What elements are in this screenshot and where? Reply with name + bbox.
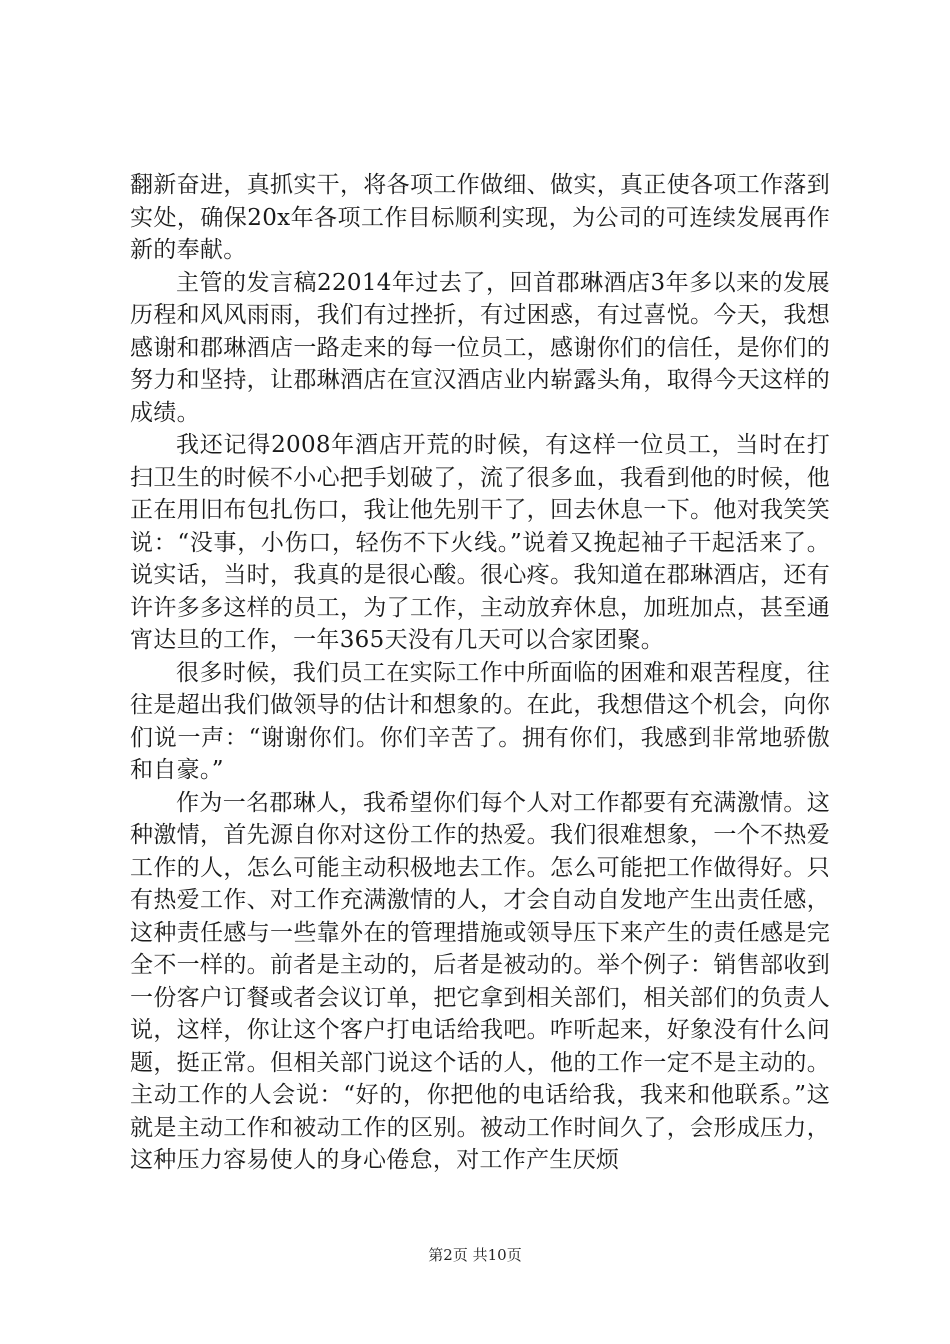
paragraph-continuation: 翻新奋进，真抓实干，将各项工作做细、做实，真正使各项工作落到实处，确保20x年各项工作目标顺利实现，为公司的可连续发展再作新的奉献。 xyxy=(130,172,830,263)
paragraph-2008-memory: 我还记得2008年酒店开荒的时候，有这样一位员工，当时在打扫卫生的时候不小心把手划破了，流了很多血，我看到他的时候，他正在用旧布包扎伤口，我让他先别干了，回去休息一下。他对我笑笑说：“没事，小伤口，轻伤不下火线。”说着又挽起袖子干起活来了。说实话，当时，我真的是很心酸。很心疼。我知道在郡琳酒店，还有许许多多这样的员工，为了工作，主动放弃休息，加班加点，甚至通宵达旦的工作，一年365天没有几天可以合家团聚。 xyxy=(130,432,830,653)
paragraph-speech-intro: 主管的发言稿22014年过去了，回首郡琳酒店3年多以来的发展历程和风风雨雨，我们有过挫折，有过困惑，有过喜悦。今天，我想感谢和郡琳酒店一路走来的每一位员工，感谢你们的信任，是你们的努力和坚持，让郡琳酒店在宣汉酒店业内崭露头角，取得今天这样的成绩。 xyxy=(130,269,830,426)
paragraph-passion: 作为一名郡琳人，我希望你们每个人对工作都要有充满激情。这种激情，首先源自你对这份工作的热爱。我们很难想象，一个不热爱工作的人，怎么可能主动积极地去工作。怎么可能把工作做得好。只有热爱工作、对工作充满激情的人，才会自动自发地产生出责任感，这种责任感与一些靠外在的管理措施或领导压下来产生的责任感是完全不一样的。前者是主动的，后者是被动的。举个例子：销售部收到一份客户订餐或者会议订单，把它拿到相关部们，相关部们的负责人说，这样，你让这个客户打电话给我吧。咋听起来，好象没有什么问题，挺正常。但相关部门说这个话的人，他的工作一定不是主动的。主动工作的人会说：“好的，你把他的电话给我，我来和他联系。”这就是主动工作和被动工作的区别。被动工作时间久了，会形成压力，这种压力容易使人的身心倦怠，对工作产生厌烦 xyxy=(130,789,830,1173)
page-footer: 第2页 共10页 xyxy=(428,1246,522,1264)
document-body xyxy=(130,169,830,1177)
paragraph-thanks: 很多时候，我们员工在实际工作中所面临的困难和艰苦程度，往往是超出我们做领导的估计和想象的。在此，我想借这个机会，向你们说一声：“谢谢你们。你们辛苦了。拥有你们，我感到非常地骄傲和自豪。” xyxy=(130,659,830,783)
